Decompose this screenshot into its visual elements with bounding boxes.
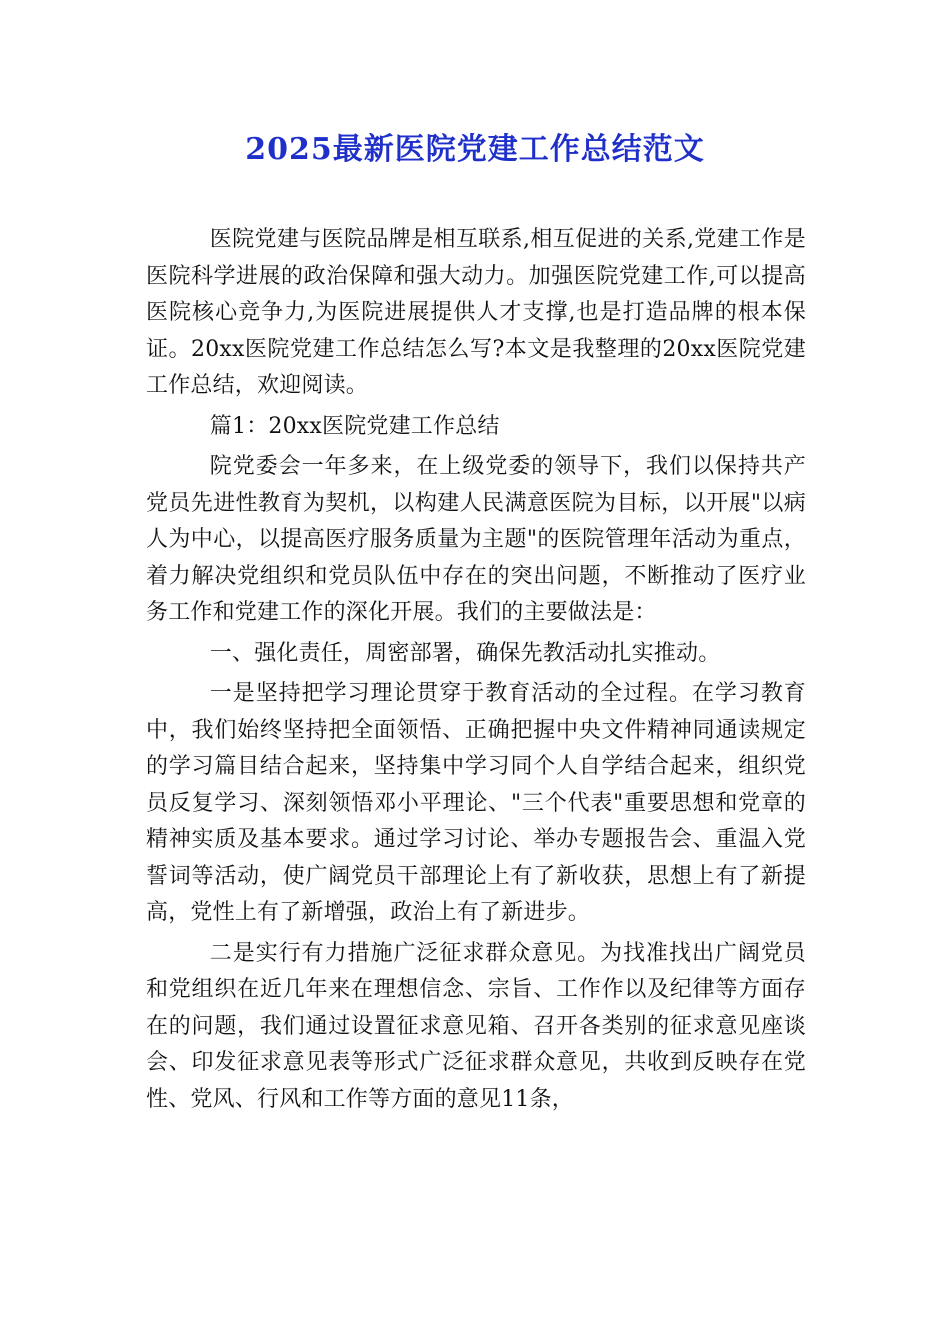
paragraph-intro: 医院党建与医院品牌是相互联系,相互促进的关系,党建工作是医院科学进展的政治保障和强大动力。加强医院党建工作,可以提高医院核心竞争力,为医院进展提供人才支撑,也是打造品牌的根本保证。20xx医院党建工作总结怎么写?本文是我整理的20xx医院党建工作总结，欢迎阅读。: [146, 227, 806, 398]
document-body: [146, 222, 806, 1122]
document-title: 2025最新医院党建工作总结范文: [245, 132, 705, 167]
paragraph-subheading-one: 一、强化责任，周密部署，确保先教活动扎实推动。: [209, 640, 721, 666]
paragraph-section-heading: 篇1：20xx医院党建工作总结: [209, 413, 500, 439]
paragraph-point-two: 二是实行有力措施广泛征求群众意见。为找准找出广阔党员和党组织在近几年来在理想信念、宗旨、工作作以及纪律等方面存在的问题，我们通过设置征求意见箱、召开各类别的征求意见座谈会、印发征求意见表等形式广泛征求群众意见，共收到反映存在党性、党风、行风和工作等方面的意见11条，: [146, 940, 806, 1112]
paragraph-point-one: 一是坚持把学习理论贯穿于教育活动的全过程。在学习教育中，我们始终坚持把全面领悟、正确把握中央文件精神同通读规定的学习篇目结合起来，坚持集中学习同个人自学结合起来，组织党员反复学习、深刻领悟邓小平理论、"三个代表"重要思想和党章的精神实质及基本要求。通过学习讨论、举办专题报告会、重温入党誓词等活动，使广阔党员干部理论上有了新收获，思想上有了新提高，党性上有了新增强，政治上有了新进步。: [146, 681, 806, 925]
paragraph-overview: 院党委会一年多来，在上级党委的领导下，我们以保持共产党员先进性教育为契机，以构建人民满意医院为目标，以开展"以病人为中心，以提高医疗服务质量为主题"的医院管理年活动为重点，着力解决党组织和党员队伍中存在的突出问题，不断推动了医疗业务工作和党建工作的深化开展。我们的主要做法是：: [146, 454, 806, 625]
